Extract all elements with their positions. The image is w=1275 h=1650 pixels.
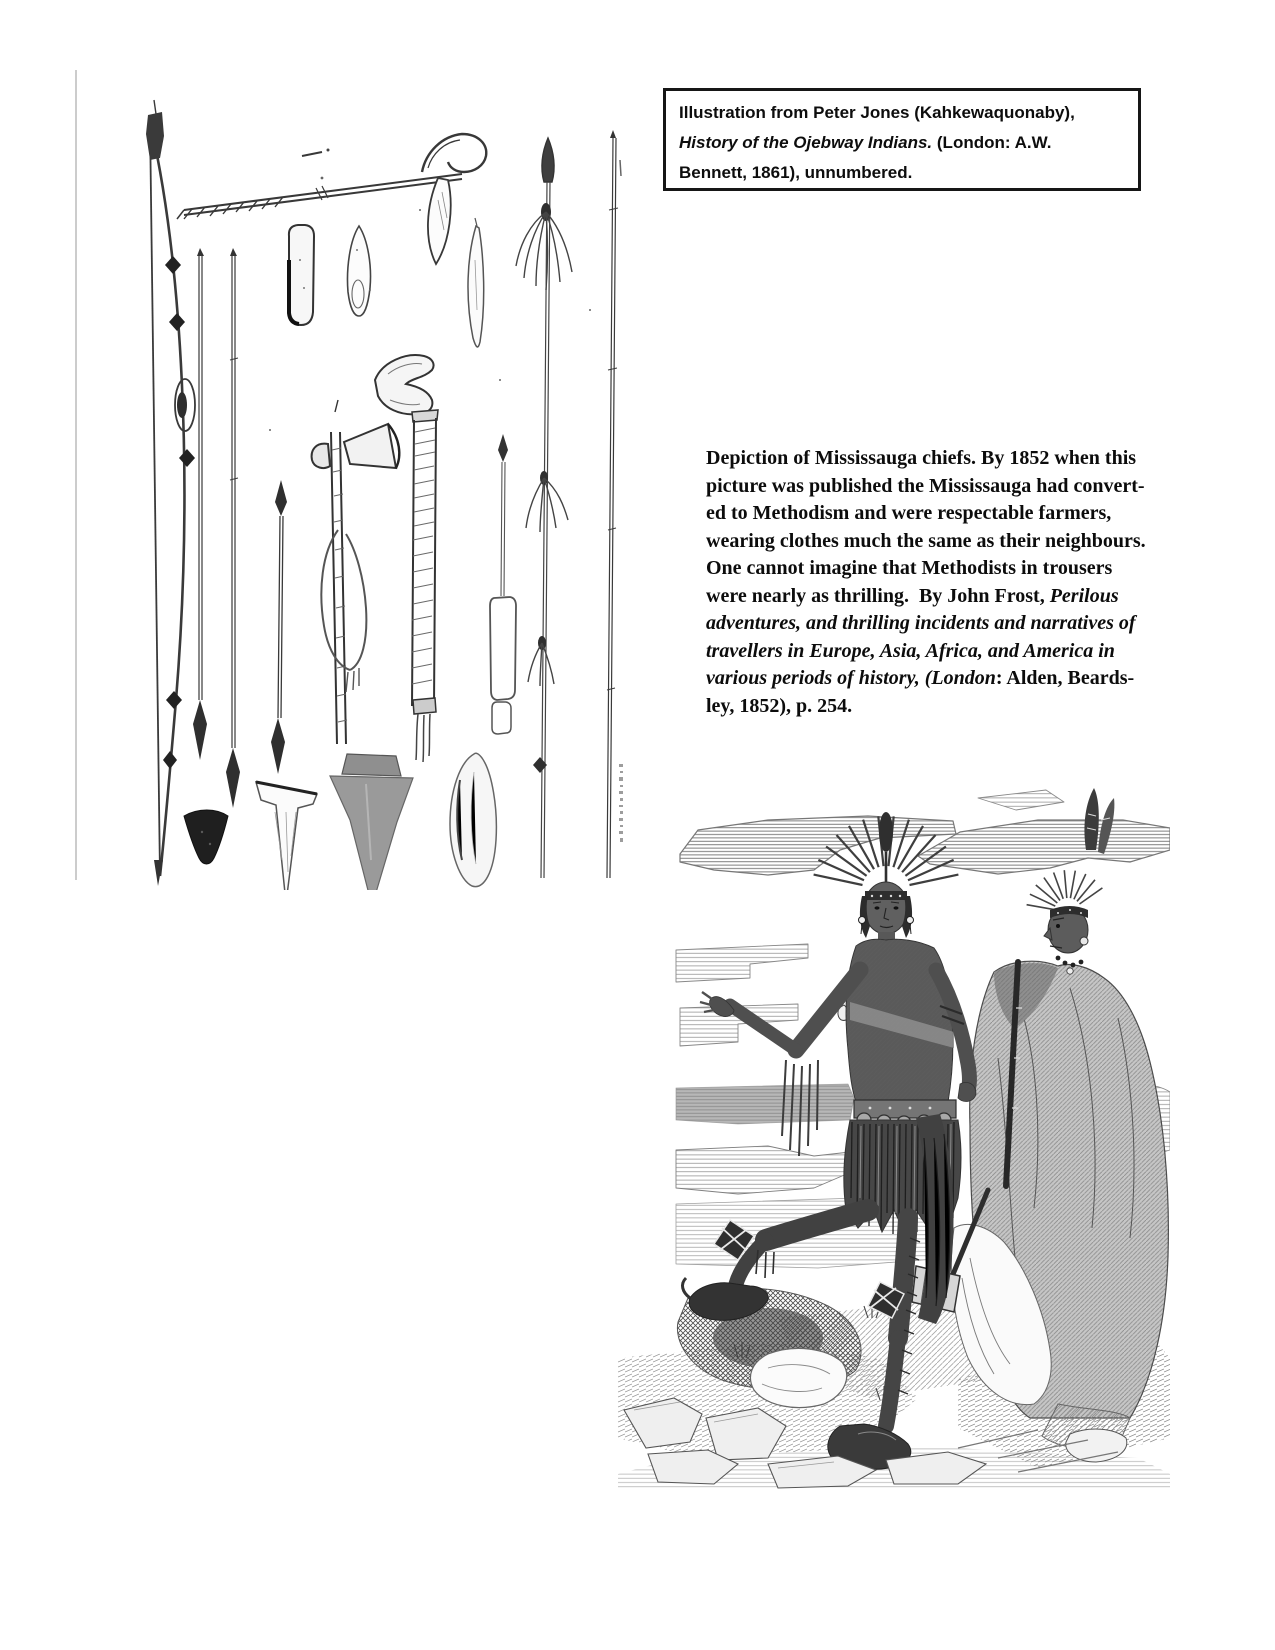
arrowhead-gray [330,754,413,890]
standing-head [859,882,914,946]
pipe-tomahawk [312,400,400,744]
scan-edge-marks [619,764,623,842]
text-line: picture was published the Mississauga had convert- [706,474,1145,497]
blade-oval [450,753,496,886]
pendant [347,226,370,316]
arrow-1 [193,248,207,760]
text-line: Illustration from Peter Jones (Kahkewaquonaby), [679,103,1075,122]
text-line: were nearly as thrilling. By John Frost, Perilous [706,584,1119,607]
text-line: History of the Ojebway Indians. (London: A.W. [679,133,1052,152]
leaf-blade [468,218,484,347]
feathered-lance [516,138,572,878]
text-line: One cannot imagine that Methodists in trousers [706,557,1113,579]
text-line: ed to Methodism and were respectable farmers, [706,502,1112,524]
tools-plate-figure [70,60,630,890]
text-line: various periods of history, (London: Alden, Beards- [706,667,1135,689]
text-line: ley, 1852), p. 254. [706,694,853,717]
seated-head [1044,906,1088,953]
tools-plate-drawing [70,60,630,890]
chiefs-engraving-drawing [618,758,1170,1490]
text-line: Bennett, 1861), unnumbered. [679,163,913,182]
text-line: Depiction of Mississauga chiefs. By 1852 when this [706,447,1137,469]
arrowhead-light-triangle [256,782,317,890]
text-line: travellers in Europe, Asia, Africa, and America in [706,639,1115,662]
stone-celt [289,225,314,325]
chiefs-engraving-figure [618,758,1170,1490]
text-line: wearing clothes much the same as their neighbours. [706,529,1146,552]
body-paragraph [706,445,1146,720]
harpoon [177,134,486,264]
standing-left-arm [700,970,860,1156]
text-line: adventures, and thrilling incidents and narratives of [706,612,1136,634]
looped-rod [490,434,516,734]
arrow-2 [226,248,240,808]
arrowhead-dark [184,810,228,864]
knobbed-arrow [271,480,287,774]
war-club [375,355,438,762]
caption-box [663,88,1141,191]
decorated-bow [146,100,195,886]
